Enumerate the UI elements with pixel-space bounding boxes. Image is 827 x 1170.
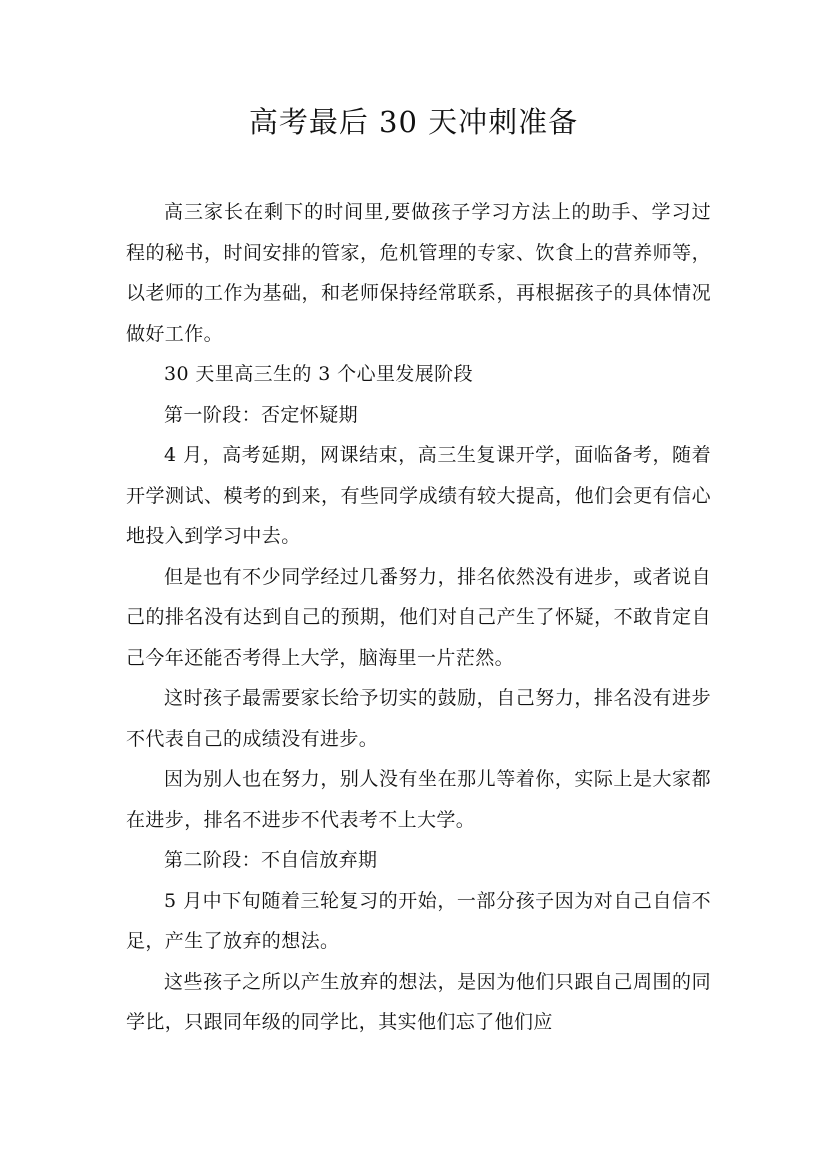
paragraph: 因为别人也在努力，别人没有坐在那儿等着你，实际上是大家都在进步，排名不进步不代表考不上大学。 [126, 768, 711, 831]
document-title: 高考最后 30 天冲刺准备 [248, 105, 579, 139]
paragraph-intro: 高三家长在剩下的时间里,要做孩子学习方法上的助手、学习过程的秘书，时间安排的管家，危机管理的专家、饮食上的营养师等，以老师的工作为基础，和老师保持经常联系，再根据孩子的具体情况做好工作。 [126, 201, 711, 345]
paragraph-stages-heading: 30 天里高三生的 3 个心里发展阶段 [164, 363, 473, 385]
paragraph: 这些孩子之所以产生放弃的想法，是因为他们只跟自己周围的同学比，只跟同年级的同学比，其实他们忘了他们应 [126, 970, 711, 1033]
paragraph: 4 月，高考延期，网课结束，高三生复课开学，面临备考，随着开学测试、模考的到来，有些同学成绩有较大提高，他们会更有信心地投入到学习中去。 [126, 444, 711, 547]
paragraph-stage-one-heading: 第一阶段：否定怀疑期 [164, 403, 359, 426]
paragraph-stage-two-heading: 第二阶段：不自信放弃期 [164, 849, 378, 871]
paragraph: 但是也有不少同学经过几番努力，排名依然没有进步，或者说自己的排名没有达到自己的预期，他们对自己产生了怀疑，不敢肯定自己今年还能否考得上大学，脑海里一片茫然。 [126, 565, 711, 669]
document-body [126, 192, 711, 1043]
paragraph: 5 月中下旬随着三轮复习的开始，一部分孩子因为对自己自信不足，产生了放弃的想法。 [126, 889, 711, 952]
paragraph: 这时孩子最需要家长给予切实的鼓励，自己努力，排名没有进步不代表自己的成绩没有进步。 [126, 687, 711, 750]
